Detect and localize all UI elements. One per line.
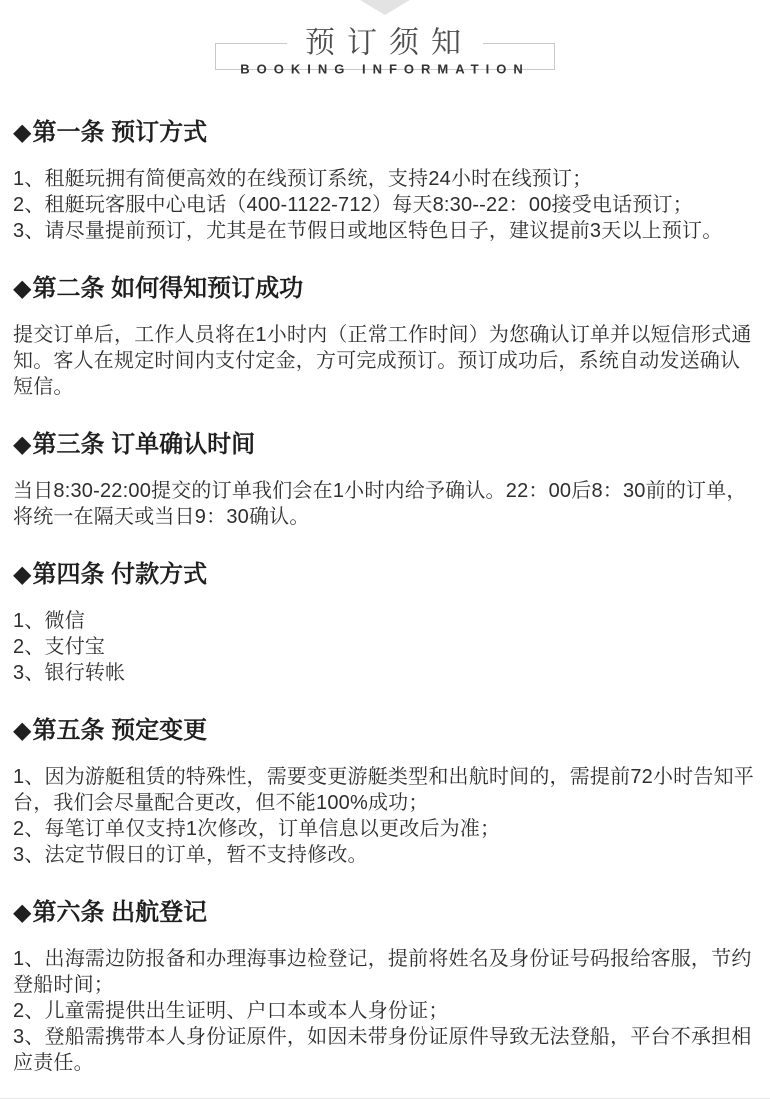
- section-order-confirm-time: [13, 429, 757, 530]
- paragraph: 当日8:30-22:00提交的订单我们会在1小时内给予确认。22：00后8：30前的订单，将统一在隔天或当日9：30确认。: [13, 480, 747, 528]
- section-body: [13, 946, 757, 1076]
- section-title: [13, 715, 757, 747]
- list-item: 1、微信: [13, 610, 85, 632]
- diamond-icon: ◆: [13, 561, 32, 588]
- page-header: [0, 0, 770, 88]
- section-body: [13, 166, 757, 244]
- list-item: 1、出海需边防报备和办理海事边检登记，提前将姓名及身份证号码报给客服，节约登船时间；: [13, 948, 752, 996]
- list-item: 2、租艇玩客服中心电话（400-1122-712）每天8:30--22：00接受电话预订；: [13, 194, 693, 216]
- page-subtitle: BOOKING INFORMATION: [240, 61, 530, 77]
- section-title-text: 第五条 预定变更: [32, 717, 208, 744]
- list-item: 3、请尽量提前预订，尤其是在节假日或地区特色日子，建议提前3天以上预订。: [13, 220, 723, 242]
- section-booking-change: [13, 715, 757, 868]
- diamond-icon: ◆: [13, 717, 32, 744]
- diamond-icon: ◆: [13, 899, 32, 926]
- section-title-text: 第六条 出航登记: [32, 899, 208, 926]
- list-item: 1、因为游艇租赁的特殊性，需要变更游艇类型和出航时间的，需提前72小时告知平台，我们会尽量配合更改，但不能100%成功；: [13, 766, 754, 814]
- list-item: 3、法定节假日的订单，暂不支持修改。: [13, 844, 368, 866]
- section-body: [13, 764, 757, 868]
- section-body: [13, 478, 757, 530]
- diamond-icon: ◆: [13, 431, 32, 458]
- list-item: 2、每笔订单仅支持1次修改，订单信息以更改后为准；: [13, 818, 501, 840]
- triangle-down-icon: [360, 0, 410, 15]
- list-item: 3、银行转帐: [13, 662, 126, 684]
- section-title: [13, 559, 757, 591]
- section-title: [13, 429, 757, 461]
- section-departure-registration: [13, 897, 757, 1076]
- section-title-text: 第二条 如何得知预订成功: [32, 275, 304, 302]
- section-body: [13, 322, 757, 400]
- list-item: 1、租艇玩拥有简便高效的在线预订系统，支持24小时在线预订；: [13, 168, 593, 190]
- section-booking-method: [13, 117, 757, 244]
- section-payment-method: [13, 559, 757, 686]
- booking-notice-content: [0, 117, 770, 1084]
- section-title: [13, 897, 757, 929]
- section-title: [13, 273, 757, 305]
- section-title-text: 第三条 订单确认时间: [32, 431, 256, 458]
- section-title-text: 第一条 预订方式: [32, 119, 208, 146]
- title-box: [215, 26, 555, 77]
- section-booking-confirmation: [13, 273, 757, 400]
- section-body: [13, 608, 757, 686]
- section-title: [13, 117, 757, 149]
- list-item: 2、支付宝: [13, 636, 106, 658]
- page-title: 预订须知: [287, 28, 483, 58]
- paragraph: 提交订单后，工作人员将在1小时内（正常工作时间）为您确认订单并以短信形式通知。客人在规定时间内支付定金，方可完成预订。预订成功后，系统自动发送确认短信。: [13, 324, 752, 398]
- list-item: 2、儿童需提供出生证明、户口本或本人身份证；: [13, 1000, 449, 1022]
- list-item: 3、登船需携带本人身份证原件，如因未带身份证原件导致无法登船，平台不承担相应责任。: [13, 1026, 752, 1074]
- diamond-icon: ◆: [13, 275, 32, 302]
- section-title-text: 第四条 付款方式: [32, 561, 208, 588]
- diamond-icon: ◆: [13, 119, 32, 146]
